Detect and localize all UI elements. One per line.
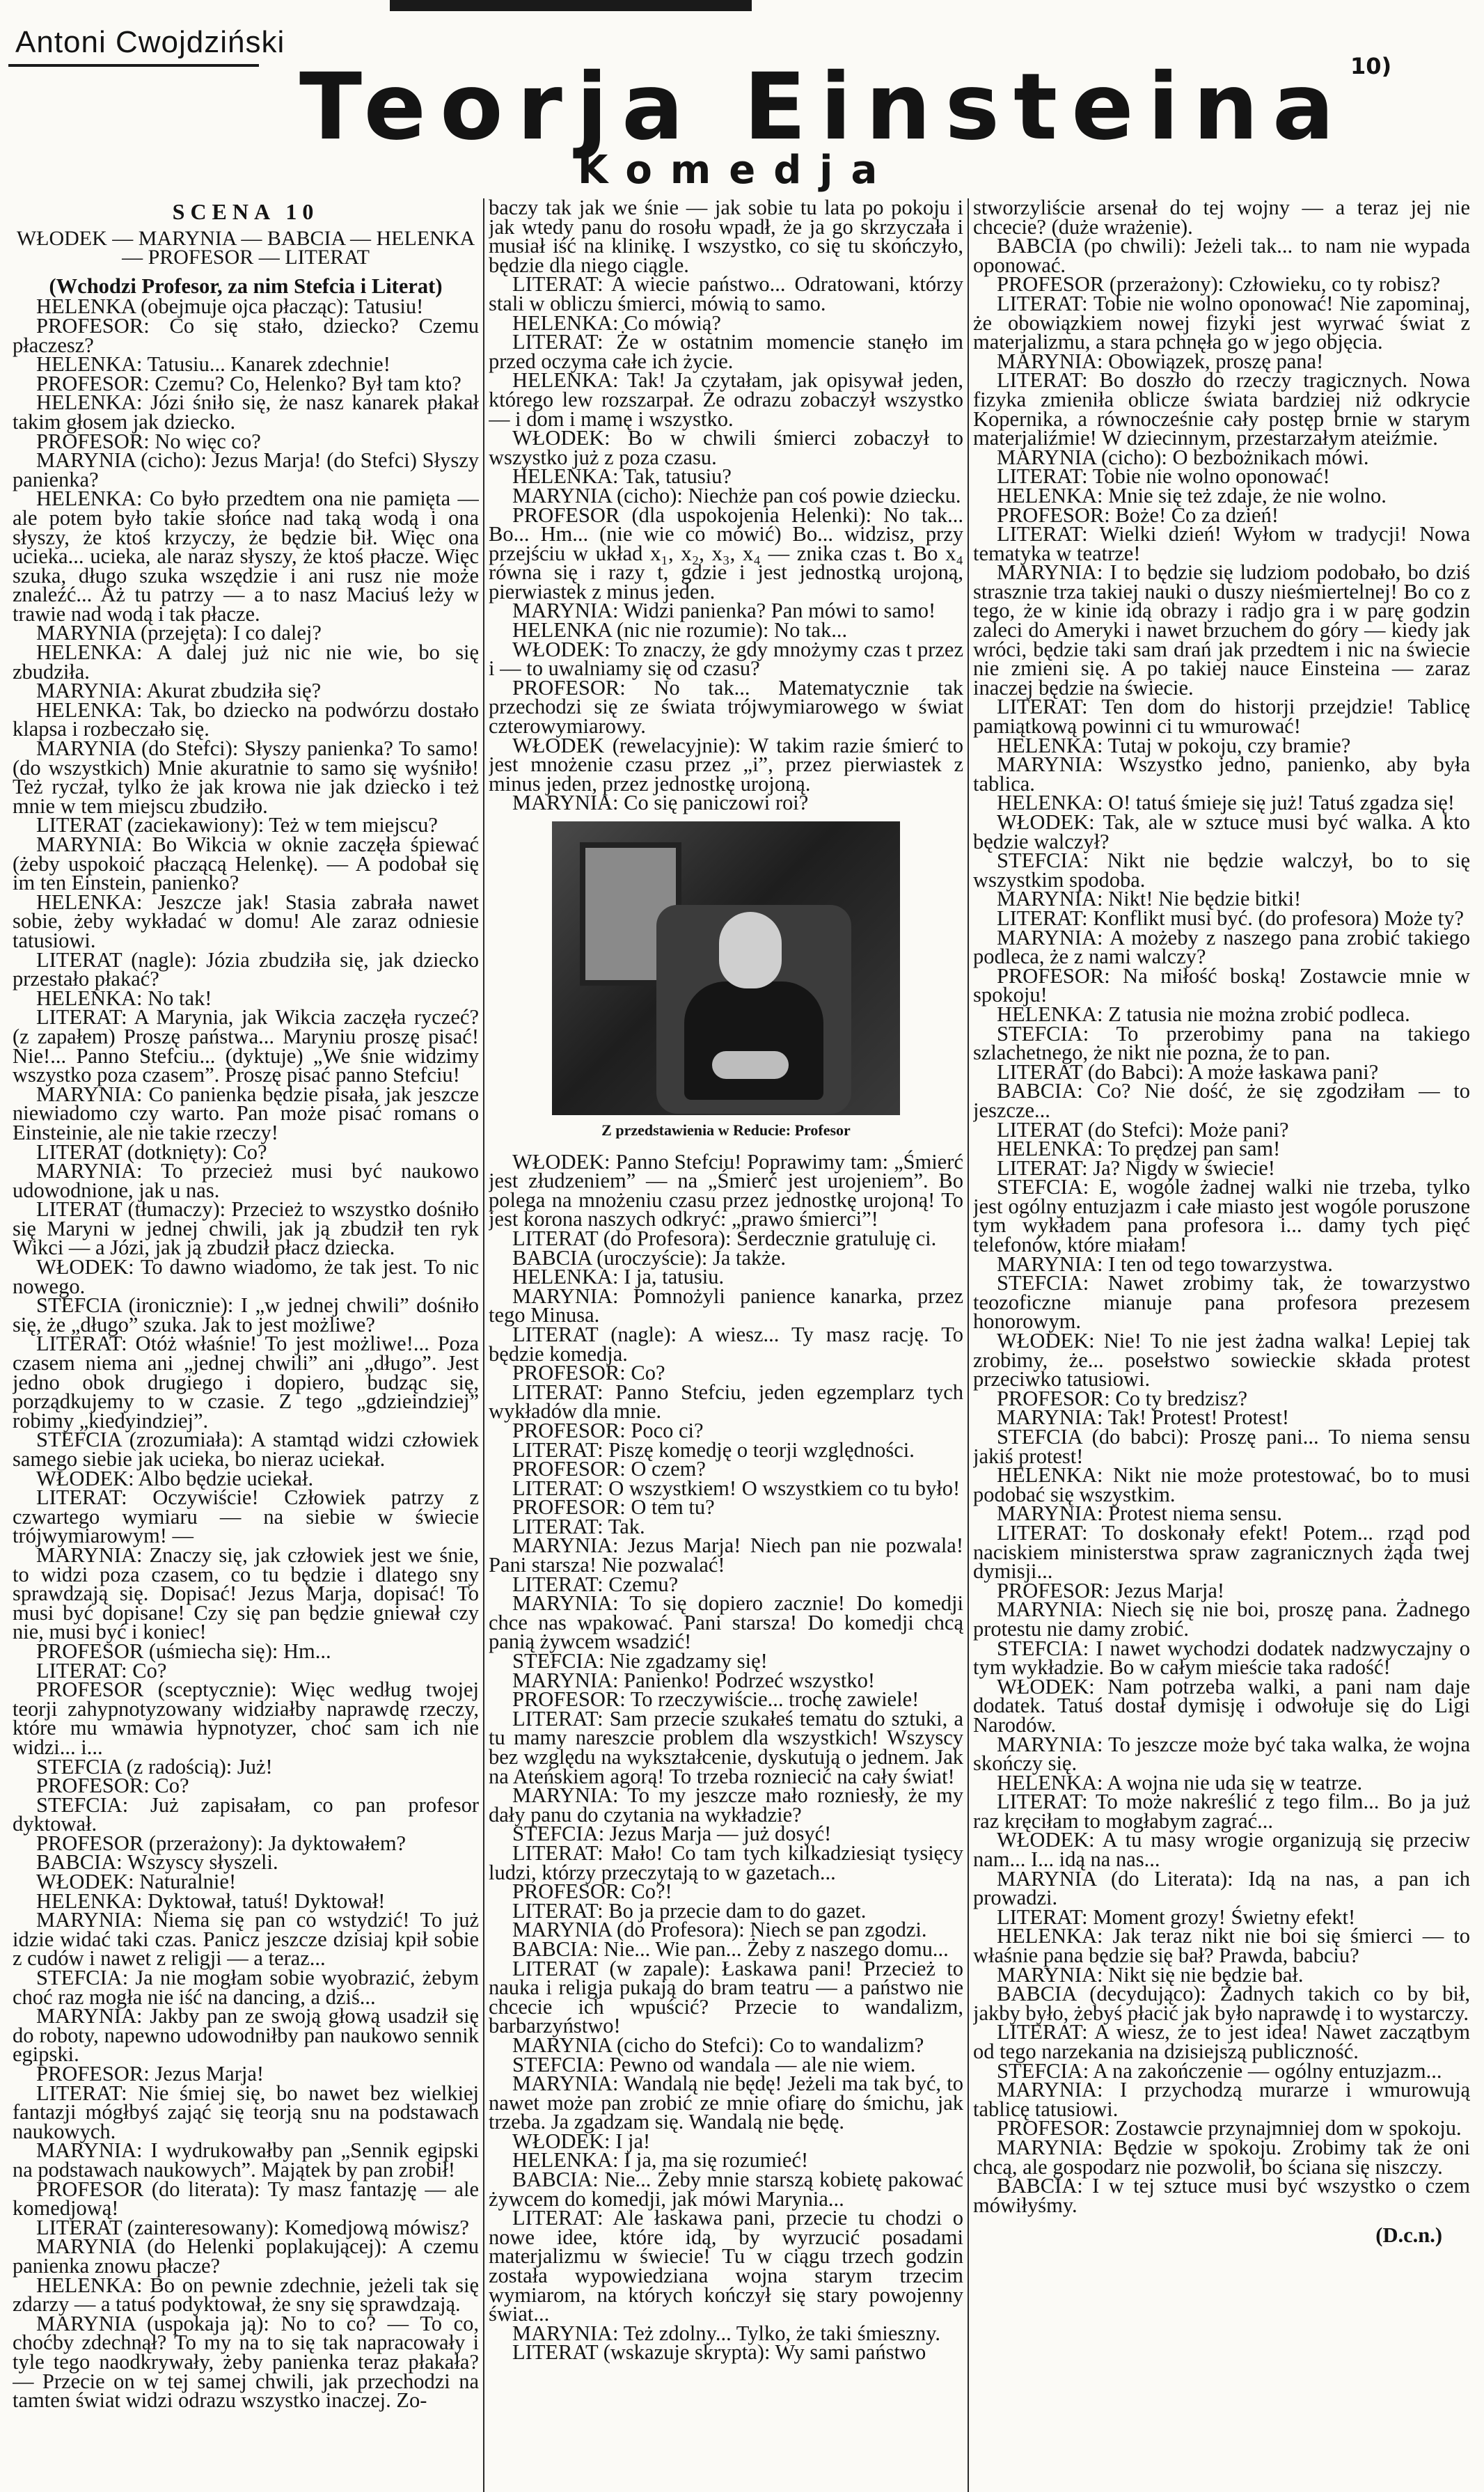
dialogue-line: LITERAT: A wiesz, że to jest idea! Nawet zaczątbym od tego narzekania na dzisiejszą publiczność. — [973, 2020, 1470, 2063]
dialogue-line: LITERAT (do Stefci): Może pani? — [997, 1117, 1289, 1142]
dialogue-line: MARYNIA (do Profesora): Niech se pan zgodzi. — [512, 1918, 927, 1942]
dialogue-line: WŁODEK (rewelacyjnie): W takim razie śmierć to jest mnożenie czasu przez „i”, przez pierwiastek z minus jeden, przez jednostkę urojoną. — [489, 733, 963, 796]
dialogue-line: BABCIA (po chwili): Jeżeli tak... to nam nie wypada oponować. — [973, 234, 1470, 277]
dialogue-line: STEFCIA: E, wogóle żadnej walki nie trzeba, tylko jest ogólny entuzjazm i całe miasto jest wogóle poruszone tym wykładem pana profesora i... damy tych pięć telefonów, które miałam! — [973, 1175, 1470, 1257]
dialogue-line: PROFESOR (sceptycznie): Więc według twojej teorji zahypnotyzowany widziałby naprawdę rzeczy, które mu wmawia hypnotyzer, choć sam ich nie widzi... i... — [13, 1678, 479, 1759]
dialogue-line: MARYNIA: Wszystko jedno, panienko, aby była tablica. — [973, 752, 1470, 796]
dialogue-line: HELENKA: Co mówią? — [512, 310, 721, 335]
dialogue-line: HELENKA: Jeszcze jak! Stasia zabrała nawet sobie, żeby wykładać w domu! Ale zaraz odniesie tatusiowi. — [13, 890, 479, 952]
dialogue-line: MARYNIA (do Stefci): Słyszy panienka? To samo! (do wszystkich) Mnie akuratnie to samo się wyśniło! Też ryczał, tylko że jak krowa nie jak dziecko i też mnie w tem miejscu zbudziło. — [13, 736, 479, 818]
dialogue-line: MARYNIA: A możeby z naszego pana zrobić takiego podleca, że z nami walczy? — [973, 925, 1470, 969]
dialogue-line: PROFESOR: Na miłość boską! Zostawcie mnie w spokoju! — [973, 963, 1470, 1007]
dialogue-line: HELENKA (nic nie rozumie): No tak... — [512, 618, 848, 642]
dialogue-line: HELENKA: Co było przedtem ona nie pamięta — ale potem było takie słońce nad taką wodą i ona słyszy, że ktoś krzyczy, że będzie bił. Więc ona ucieka... ucieka, ale naraz słyszy, że ktoś płacze. Więc szuka, długo szuka wszędzie i ani rusz nie może znaleźć... Aż tu patrzy — a to nasz Maciuś leży w trawie nad wodą i tak płacze. — [13, 487, 479, 626]
dialogue-line: PROFESOR: Boże! Co za dzień! — [997, 503, 1279, 527]
dialogue-line: LITERAT: To może nakreślić z tego film... Bo ja już raz kręciłam to mogłabym zagrać... — [973, 1790, 1470, 1833]
dialogue-line: BABCIA: Nie... Wie pan... Żeby z naszego domu... — [512, 1937, 949, 1961]
column-1-text — [13, 294, 479, 2413]
dialogue-line: MARYNIA (przejęta): I co dalej? — [36, 621, 322, 645]
dialogue-line: HELENKA: Nikt nie może protestować, bo to musi podobać się wszystkim. — [973, 1463, 1470, 1506]
dialogue-line: STEFCIA: Nikt nie będzie walczył, bo to się wszystkim spodoba. — [973, 849, 1470, 892]
dialogue-line: LITERAT: Piszę komedję o teorji względności. — [512, 1437, 915, 1462]
stage-photo — [552, 821, 900, 1115]
dialogue-line: HELENKA: Mnie się też zdaje, że nie wolno. — [997, 483, 1387, 507]
dialogue-line: MARYNIA: To się dopiero zacznie! Do komedji chce nas wpakować. Pani starsza! Do komedji chcą panią żywcem wsadzić! — [489, 1591, 963, 1654]
dialogue-line: MARYNIA: I to będzie się ludziom podobało, bo dziś strasznie trza takiej nauki o duszy nieśmiertelnej! Bo co z tego, że w kinie idą obrazy i radjo gra i w parę godzin zaleci do Ameryki i nawet brzuchem do góry — kiedy jak wróci, będzie taki sam drań jak przedtem i nic na świecie nie zmieni się. A po takiej nauce Einsteina — zaraz inaczej będzie na świecie. — [973, 560, 1470, 700]
dialogue-line: WŁODEK: Nie! To nie jest żadna walka! Lepiej tak zrobimy, że... posełstwo sowieckie składa protest przeciwko tatusiowi. — [973, 1329, 1470, 1391]
dialogue-line: PROFESOR: Jezus Marja! — [997, 1578, 1225, 1602]
dialogue-line: WŁODEK: Tak, ale w sztuce musi być walka. A kto będzie walczył? — [973, 810, 1470, 853]
dialogue-line: MARYNIA (do Literata): Idą na nas, a pan ich prowadzi. — [973, 1866, 1470, 1910]
dialogue-line: MARYNIA: Co panienka będzie pisała, jak jeszcze niewiadomo czy warto. Pan może pisać romans o Einsteinie, ale nie takie rzeczy! — [13, 1082, 479, 1144]
dialogue-line: PROFESOR (dla uspokojenia Helenki): No tak... Bo... Hm... (nie wie co mówić) Bo... widzisz, przy przejściu w układ x₁, x₂, x₃, x₄ — znika czas t. Bo x₄ równa się i razy t, gdzie i jest jednostką urojoną, pierwiastek z minus jeden. — [489, 503, 963, 604]
dialogue-line: HELENKA: A dalej już nic nie wie, bo się zbudziła. — [13, 640, 479, 684]
dialogue-line: MARYNIA: Bo Wikcia w oknie zaczęła śpiewać (żeby uspokoić płaczącą Helenkę). — A podobał się im ten Einstein, panienko? — [13, 833, 479, 895]
author-name: Antoni Cwojdziński — [15, 25, 285, 59]
dialogue-line: LITERAT: Ale łaskawa pani, przecie tu chodzi o nowe idee, które idą, by wyrzucić posadami materjalizmu w świecie! Tu w ciągu trzech godzin została wypowiedziana wojna starym trzecim wymiarom, na których kończył się stary powojenny świat... — [489, 2206, 963, 2326]
dialogue-line: LITERAT: Bo ja przecie dam to do gazet. — [512, 1898, 867, 1923]
dialogue-line: WŁODEK: Bo w chwili śmierci zobaczył to wszystko już z poza czasu. — [489, 426, 963, 469]
dialogue-line: PROFESOR: O tem tu? — [512, 1495, 715, 1520]
dialogue-line: BABCIA (uroczyście): Ja także. — [512, 1245, 786, 1270]
dialogue-line: MARYNIA: Niech się nie boi, proszę pana. Żadnego protestu nie damy zrobić. — [973, 1598, 1470, 1641]
dialogue-line: LITERAT: A Marynia, jak Wikcia zaczęła ryczeć? (z zapałem) Proszę państwa... Maryniu proszę pisać! Nie!... Panno Stefciu... (dyktuje) „We śnie widzimy wszystko poza czasem”. Proszę pisać panno Stefciu! — [13, 1005, 479, 1087]
photo-figure-body — [684, 981, 823, 1100]
dialogue-line: LITERAT (zainteresowany): Komedjową mówisz? — [36, 2215, 469, 2239]
dialogue-line: STEFCIA (z radością): Już! — [36, 1754, 273, 1779]
dialogue-line: PROFESOR: No więc co? — [36, 429, 261, 453]
dialogue-line: HELENKA: Tak, tatusiu? — [512, 464, 732, 489]
dialogue-line: HELENKA: Tak! Ja czytałam, jak opisywał jeden, którego lew rozszarpał. Że odrazu zobaczył wszystko — i dom i mamę i wszystko. — [489, 368, 963, 431]
dialogue-line: LITERAT (zaciekawiony): Też w tem miejscu? — [36, 813, 438, 837]
dialogue-line: MARYNIA: Protest niema sensu. — [997, 1501, 1283, 1526]
dialogue-line: LITERAT: Tobie nie wolno oponować! — [997, 464, 1330, 489]
dialogue-line: HELENKA: I ja, tatusiu. — [512, 1265, 725, 1289]
author-underline — [8, 64, 259, 67]
dialogue-line: LITERAT (w zapale): Łaskawa pani! Przecież to nauka i religja pukają do bram teatru — a państwo nie chcecie ich wpuścić? Przecie to wandalizm, barbarzyństwo! — [489, 1956, 963, 2038]
dialogue-line: LITERAT: Otóż właśnie! To jest możliwe!... Poza czasem niema ani „jednej chwili” ani „długo”. Jest jedno obok drugiego i dopiero, budząc się, porządkujemy to w czasie. Z tego „gdzieindziej” robimy „kiedyindziej”. — [13, 1332, 479, 1433]
dialogue-line: LITERAT (do Babci): A może łaskawa pani? — [997, 1059, 1379, 1084]
dialogue-line: LITERAT: Oczywiście! Człowiek patrzy z czwartego wymiaru — na siebie w świecie trójwymiarowym! — — [13, 1485, 479, 1548]
dialogue-line: HELENKA: I ja, ma się rozumieć! — [512, 2148, 809, 2172]
dialogue-line: LITERAT: Czemu? — [512, 1572, 679, 1596]
dialogue-line: BABCIA: I w tej sztuce musi być wszystko o czem mówiłyśmy. — [973, 2174, 1470, 2217]
dialogue-line: MARYNIA (cicho): O bezbożnikach mówi. — [997, 445, 1369, 469]
dialogue-line: PROFESOR: Co ty bredzisz? — [997, 1386, 1248, 1410]
dialogue-line: LITERAT (dotknięty): Co? — [36, 1139, 267, 1164]
dialogue-line: HELENKA: No tak! — [36, 986, 212, 1010]
column-2 — [489, 198, 963, 2485]
dialogue-line: LITERAT: A wiecie państwo... Odratowani, którzy stali w obliczu śmierci, mówią to samo. — [489, 272, 963, 315]
dialogue-line: MARYNIA: Akurat zbudziła się? — [36, 679, 322, 703]
dialogue-line: HELENKA: Z tatusia nie można zrobić podleca. — [997, 1002, 1410, 1026]
dialogue-line: WŁODEK: I ja! — [512, 2129, 651, 2153]
dialogue-line: LITERAT: To doskonały efekt! Potem... rząd pod naciskiem ministerstwa spraw zagranicznych żąda twej dymisji... — [973, 1520, 1470, 1584]
dialogue-line: MARYNIA: Nikt! Nie będzie bitki! — [997, 887, 1302, 911]
dialogue-line: HELENKA: Tatusiu... Kanarek zdechnie! — [36, 352, 390, 377]
dialogue-line: PROFESOR: Co się stało, dziecko? Czemu płaczesz? — [13, 313, 479, 357]
dialogue-line: PROFESOR: Co? — [36, 1774, 189, 1798]
dialogue-line: PROFESOR: Jezus Marja! — [36, 2062, 265, 2085]
dialogue-line: STEFCIA: I nawet wychodzi dodatek nadzwyczajny o tym wykładzie. Bo w całym mieście taka radość! — [973, 1636, 1470, 1680]
dialogue-line: BABCIA: Co? Nie dość, że się zgodziłam — to jeszcze... — [973, 1079, 1470, 1122]
dialogue-line: LITERAT (nagle): Józia zbudziła się, jak dziecko przestało płakać? — [13, 947, 479, 991]
scene-label: SCENA 10 — [172, 199, 319, 224]
dialogue-line: HELENKA: Dyktował, tatuś! Dyktował! — [36, 1888, 386, 1913]
dialogue-line: PROFESOR: Co? — [512, 1361, 665, 1385]
dialogue-line: LITERAT (wskazuje skrypta): Wy sami państwo — [512, 2340, 926, 2365]
article-title: Teorja Einsteina — [299, 54, 1348, 161]
dialogue-line: MARYNIA (cicho): Niechże pan coś powie dziecku. — [512, 483, 961, 507]
dialogue-line: HELENKA: A wojna nie uda się w teatrze. — [997, 1770, 1363, 1795]
dialogue-line: STEFCIA: Już zapisałam, co pan profesor dyktował. — [13, 1792, 479, 1836]
dialogue-line: PROFESOR: Czemu? Co, Helenko? Był tam kto? — [36, 371, 461, 395]
dialogue-line: MARYNIA: Też zdolny... Tylko, że taki śmieszny. — [512, 2321, 940, 2345]
dialogue-line: LITERAT: Nie śmiej się, bo nawet bez wielkiej fantazji mógłbyś zająć się teorją snu na podstawach naukowych. — [13, 2081, 479, 2143]
dialogue-line: LITERAT: Ja? Nigdy w świecie! — [997, 1156, 1275, 1180]
dialogue-line: MARYNIA: I ten od tego towarzystwa. — [997, 1252, 1333, 1276]
dialogue-line: HELENKA: Tak, bo dziecko na podwórzu dostało klapsa i rozbeczało się. — [13, 697, 479, 741]
dialogue-line: MARYNIA: Wandalą nie będę! Jeżeli ma tak być, to nawet może pan zrobić ze mnie ofiarę do śmichu, jak trzeba. Ja zgadzam się. Wandalą nie będę. — [489, 2072, 963, 2134]
dialogue-line: MARYNIA: Co się paniczowi roi? — [512, 791, 809, 815]
dialogue-line: PROFESOR (przerażony): Ja dyktowałem? — [36, 1831, 406, 1855]
dialogue-line: MARYNIA: I wydrukowałby pan „Sennik egipski na podstawach naukowych”. Majątek by pan zrobił! — [13, 2138, 479, 2182]
to-be-continued: (D.c.n.) — [1375, 2223, 1442, 2248]
dialogue-line: PROFESOR (uśmiecha się): Hm... — [36, 1639, 331, 1663]
dialogue-line: LITERAT (do Profesora): Serdecznie gratuluję ci. — [512, 1226, 937, 1250]
dialogue-line: STEFCIA: Pewno od wandala — ale nie wiem. — [512, 2052, 916, 2076]
dialogue-line: BABCIA: Nie... Żeby mnie starszą kobietę pakować żywcem do komedji, jak mówi Marynia... — [489, 2168, 963, 2211]
dialogue-line: MARYNIA: Znaczy się, jak człowiek jest we śnie, to widzi poza czasem, co tu będzie i dlatego sny sprawdzają się. Dopisać! Jezus Marja, dopisać! To musi być dopisane! Czy się pan będzie gniewał czy nie, musi być i koniec! — [13, 1543, 479, 1644]
dialogue-line: MARYNIA (do Helenki poplakującej): A czemu panienka znowu płacze? — [13, 2234, 479, 2278]
dialogue-line: MARYNIA (cicho): Jezus Marja! (do Stefci) Słyszy panienka? — [13, 448, 479, 491]
dialogue-line: MARYNIA: Widzi panienka? Pan mówi to samo! — [512, 599, 936, 623]
dialogue-line: PROFESOR: No tak... Matematycznie tak przechodzi się ze świata trójwymiarowego w świat czterowymiarowy. — [489, 675, 963, 739]
dialogue-line: WŁODEK: To dawno wiadomo, że tak jest. To nic nowego. — [13, 1255, 479, 1298]
dialogue-line: WŁODEK: Nam potrzeba walki, a pani nam daje dodatek. Tatuś dostał dymisję i odwołuje się do Ligi Narodów. — [973, 1674, 1470, 1737]
dialogue-line: WŁODEK: Naturalnie! — [36, 1870, 237, 1894]
dialogue-line: HELENKA: Bo on pewnie zdechnie, jeżeli tak się zdarzy — a tatuś podyktował, że sny się sprawdzają. — [13, 2273, 479, 2317]
dialogue-line: MARYNIA (cicho do Stefci): Co to wandalizm? — [512, 2033, 924, 2057]
dialogue-line: MARYNIA: Niema się pan co wstydzić! To już idzie widać taki czas. Panicz jeszcze dzisiaj kpił sobie z cudów i nawet z religji — a teraz... — [13, 1908, 479, 1971]
photo-figure-hands — [712, 1051, 789, 1079]
dialogue-line: LITERAT: O wszystkiem! O wszystkiem co tu było! — [512, 1476, 961, 1500]
dialogue-line: MARYNIA: Jakby pan ze swoją głową usadził się do roboty, napewno udowodniłby pan naukowo sennik egipski. — [13, 2004, 479, 2067]
dialogue-line: WŁODEK: To znaczy, że gdy mnożymy czas t przez i — to uwalniamy się od czasu? — [489, 637, 963, 681]
dialogue-line: LITERAT (tłumaczy): Przecież to wszystko dośniło się Maryni w jednej chwili, jak ją zbudził ten ryk Wikci — a Józi, jak ją zbudził płacz dziecka. — [13, 1197, 479, 1260]
dialogue-line: LITERAT: Panno Stefciu, jeden egzemplarz tych wykładów dla mnie. — [489, 1380, 963, 1424]
dialogue-line: HELENKA: To prędzej pan sam! — [997, 1137, 1281, 1161]
column-3 — [973, 198, 1470, 2485]
dialogue-line: PROFESOR: Poco ci? — [512, 1418, 704, 1442]
dialogue-line: WŁODEK: Panno Stefciu! Poprawimy tam: „Śmierć jest złudzeniem” — na „Śmierć jest urojeniem”. Bo polega na mnożeniu czasu przez jednostkę urojoną! To jest korona naszych odkryć: „prawo śmierci”! — [489, 1149, 963, 1231]
dialogue-line: HELENKA (obejmuje ojca płacząc): Tatusiu! — [36, 294, 424, 319]
stage-direction: (Wchodzi Profesor, za nim Stefcia i Literat) — [49, 274, 443, 298]
dialogue-line: HELENKA: Tutaj w pokoju, czy bramie? — [997, 733, 1351, 757]
dialogue-line: MARYNIA: To my jeszcze mało rozniesły, że my dały panu do czytania na wykładzie? — [489, 1783, 963, 1827]
dialogue-line: STEFCIA (ironicznie): I „w jednej chwili” dośniło się, że „długo” szuka. Jak to jest możliwe? — [13, 1293, 479, 1336]
dialogue-line: LITERAT: Moment grozy! Świetny efekt! — [997, 1905, 1356, 1929]
dialogue-line: PROFESOR: O czem? — [512, 1457, 706, 1481]
dialogue-line: MARYNIA (uspokaja ją): No to co? — To co, choćby zdechnął? To my na to się tak napracowały i tyle tego naodkrywały, żeby panienka teraz płakała? — Przecie on w tej samej chwili, jak przechodzi na tamten świat widzi odrazu wszystko inaczej. Zo- — [13, 2311, 479, 2413]
dialogue-line: LITERAT: Co? — [36, 1658, 167, 1682]
dialogue-line: LITERAT: Sam przecie szukałeś tematu do sztuki, a tu mamy nareszcie problem dla wszystkich! Wszyscy bez względu na wykształcenie, dyskutują o jednem. Jak na Ateńskiem agorą! To trzeba rozniecić na cały świat! — [489, 1706, 963, 1788]
dialogue-line: STEFCIA (zrozumiała): A stamtąd widzi człowiek samego siebie jak ucieka, bo nieraz uciekał. — [13, 1428, 479, 1471]
masthead-bar — [390, 0, 752, 11]
dialogue-line: STEFCIA: To przerobimy pana na takiego szlachetnego, że nikt nie pozna, że to pan. — [973, 1021, 1470, 1065]
dialogue-line: HELENKA: Józi śniło się, że nasz kanarek płakał takim głosem jak dziecko. — [13, 391, 479, 434]
dialogue-line: MARYNIA: Tak! Protest! Protest! — [997, 1405, 1290, 1430]
dialogue-line: LITERAT: Konflikt musi być. (do profesora) Może ty? — [997, 906, 1465, 930]
dialogue-line: HELENKA: Jak teraz nikt nie boi się śmierci — to właśnie pana będzie się bał? Prawda, babciu? — [973, 1924, 1470, 1968]
dialogue-line: PROFESOR (przerażony): Człowieku, co ty robisz? — [997, 272, 1440, 297]
dialogue-line: STEFCIA: A na zakończenie — ogólny entuzjazm... — [997, 2058, 1442, 2083]
dialogue-line: MARYNIA: Pomnożyli panience kanarka, przez tego Minusa. — [489, 1284, 963, 1327]
dialogue-line: MARYNIA: To jeszcze może być taka walka, że wojna skończy się. — [973, 1732, 1470, 1776]
photo-figure-head — [719, 912, 782, 988]
dialogue-line: MARYNIA: Nikt się nie będzie bał. — [997, 1962, 1304, 1987]
dialogue-line: LITERAT (nagle): A wiesz... Ty masz rację. To będzie komedja. — [489, 1322, 963, 1366]
column-rule-1 — [483, 198, 484, 2492]
dialogue-line: BABCIA: Wszyscy słyszeli. — [36, 1850, 278, 1875]
dialogue-line: LITERAT: Mało! Co tam tych kilkadziesiąt tysięcy ludzi, którzy przeczytają to w gazetach... — [489, 1840, 963, 1884]
article-subtitle: Komedja — [578, 148, 896, 193]
photo-caption: Z przedstawienia w Reducie: Profesor — [601, 1121, 851, 1139]
dialogue-line: PROFESOR: Co?! — [512, 1879, 672, 1904]
dialogue-line: MARYNIA: I przychodzą murarze i wmurowują tablicę tatusiowi. — [973, 2078, 1470, 2121]
dialogue-line: MARYNIA: Będzie w spokoju. Zrobimy tak że oni chcą, ale gospodarz nie pozwolił, bo ściana się niszczy. — [973, 2135, 1470, 2179]
dialogue-line: MARYNIA: Jezus Marja! Niech pan nie pozwala! Pani starsza! Nie pozwalać! — [489, 1533, 963, 1577]
dialogue-line: STEFCIA (do babci): Proszę pani... To niema sensu jakiś protest! — [973, 1425, 1470, 1468]
dialogue-line: MARYNIA: Panienko! Podrzeć wszystko! — [512, 1668, 875, 1692]
dialogue-line: PROFESOR (do literata): Ty masz fantazję — ale komedjową! — [13, 2177, 479, 2221]
dialogue-line: LITERAT: Tak. — [512, 1514, 645, 1538]
column-2-text-continued — [489, 1149, 963, 2365]
dialogue-line: LITERAT: Wielki dzień! Wyłom w tradycji! Nowa tematyka w teatrze! — [973, 522, 1470, 565]
dialogue-line: MARYNIA: To przecież musi być naukowo udowodnione, jak u nas. — [13, 1159, 479, 1202]
character-list: WŁODEK — MARYNIA — BABCIA — HELENKA — PROFESOR — LITERAT — [16, 226, 475, 269]
dialogue-line: LITERAT: Ten dom do historji przejdzie! Tablicę pamiątkową powinni ci tu wmurować! — [973, 695, 1470, 739]
dialogue-line: STEFCIA: Nie zgadzamy się! — [512, 1649, 768, 1673]
column-2-text — [489, 198, 963, 813]
dialogue-line: WŁODEK: Albo będzie uciekał. — [36, 1466, 314, 1490]
column-1 — [13, 198, 479, 2485]
dialogue-line: WŁODEK: A tu masy wrogie organizują się przeciw nam... I... idą na nas... — [973, 1828, 1470, 1872]
dialogue-line: STEFCIA: Ja nie mogłam sobie wyobrazić, żebym choć raz mogła nie iść na dancing, a dziś... — [13, 1966, 479, 2009]
dialogue-line: LITERAT: Bo doszło do rzeczy tragicznych. Nowa fizyka zmieniła oblicze świata bardziej niż odkrycie Kopernika, a równocześnie cały postęp brnie w starym materjaliźmie! W dziecinnym, przestarzałym ateiźmie. — [973, 368, 1470, 450]
dialogue-line: MARYNIA: Obowiązek, proszę pana! — [997, 349, 1324, 373]
dialogue-line: baczy tak jak we śnie — jak sobie tu lata po pokoju i jak wtedy panu do rosołu wpadł, że ja go skrzyczała i musiał iść na klinikę. I wszystko, co się tu skończyło, będzie dla niego ciągle. — [489, 198, 963, 277]
page-number: 10) — [1350, 53, 1392, 79]
dialogue-line: STEFCIA: Jezus Marja — już dosyć! — [512, 1822, 832, 1846]
dialogue-line: BABCIA (decydująco): Żadnych takich co by bił, jakby było, żebyś płacić jak było naprawdę i to wystarczy. — [973, 1982, 1470, 2025]
dialogue-line: LITERAT: Że w ostatnim momencie stanęło im przed oczyma całe ich życie. — [489, 330, 963, 373]
dialogue-line: PROFESOR: Zostawcie przynajmniej dom w spokoju. — [997, 2116, 1462, 2140]
dialogue-line: PROFESOR: To rzeczywiście... trochę zawiele! — [512, 1687, 919, 1712]
dialogue-line: STEFCIA: Nawet zrobimy tak, że towarzystwo teozoficzne mianuje pana profesora prezesem honorowym. — [973, 1271, 1470, 1334]
dialogue-line: HELENKA: O! tatuś śmieje się już! Tatuś zgadza się! — [997, 791, 1455, 815]
dialogue-line: stworzyliście arsenał do tej wojny — a teraz jej nie chcecie? (duże wrażenie). — [973, 198, 1470, 239]
column-3-text — [973, 198, 1470, 2215]
column-rule-2 — [968, 198, 969, 2492]
dialogue-line: LITERAT: Tobie nie wolno oponować! Nie zapominaj, że obowiązkiem nowej fizyki jest wyrwać świat z materjalizmu, a stara pchnęła go w jego objęcia. — [973, 291, 1470, 354]
